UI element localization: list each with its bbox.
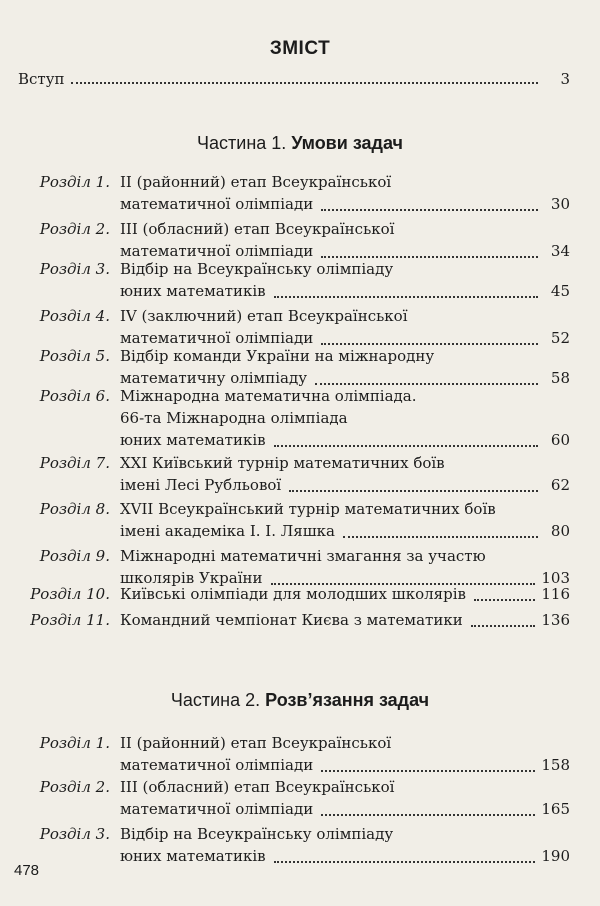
intro-label: Вступ (18, 70, 65, 88)
dot-leader (471, 624, 536, 627)
section-label: Розділ 8. (39, 500, 110, 518)
entry-page-number: 45 (550, 282, 570, 300)
section-label: Розділ 3. (39, 825, 110, 843)
dot-leader (71, 81, 538, 84)
entry-page-number: 103 (541, 569, 570, 587)
entry-title (120, 258, 570, 302)
dot-leader (274, 295, 538, 298)
entry-title-line: XVII Всеукраїнський турнір математичних боїв (120, 500, 496, 518)
entry-page-number: 30 (550, 195, 570, 213)
entry-title (120, 732, 570, 776)
part1-title: Умови задач (291, 133, 403, 153)
entry-title (120, 498, 570, 542)
entry-title-line: Відбір на Всеукраїнську олімпіаду (120, 825, 394, 843)
entry-title-line: ІІІ (обласний) етап Всеукраїнської (120, 220, 395, 238)
section-label: Розділ 6. (39, 387, 110, 405)
entry-page-number: 62 (550, 476, 570, 494)
section-label: Розділ 11. (30, 611, 110, 629)
entry-title-line: математичної олімпіади (120, 195, 314, 213)
entry-page-number: 165 (541, 800, 570, 818)
entry-title-line: імені академіка І. І. Ляшка (120, 522, 335, 540)
page-title: ЗМІСТ (269, 38, 331, 59)
entry-page-number: 136 (541, 611, 570, 629)
entry-title-line: юних математиків (120, 431, 266, 449)
section-label: Розділ 1. (39, 173, 110, 191)
dot-leader (474, 598, 535, 601)
part2-heading (0, 690, 600, 711)
entry-title-line: математичної олімпіади (120, 329, 314, 347)
entry-page-number: 34 (550, 242, 570, 260)
part2-title: Розв’язання задач (265, 690, 430, 710)
part2-prefix: Частина 2. (170, 690, 261, 710)
entry-title-line: 66-та Міжнародна олімпіада (120, 409, 348, 427)
entry-page-number: 190 (541, 847, 570, 865)
entry-page-number: 116 (541, 585, 570, 603)
section-label: Розділ 7. (39, 454, 110, 472)
entry-title-line: Міжнародна математична олімпіада. (120, 387, 417, 405)
part1-heading (0, 133, 600, 154)
dot-leader (321, 208, 538, 211)
entry-title-line: XXI Київський турнір математичних боїв (120, 454, 445, 472)
toc-intro-entry (18, 70, 570, 88)
entry-title (120, 609, 570, 631)
intro-page: 3 (560, 70, 570, 88)
section-label: Розділ 5. (39, 347, 110, 365)
dot-leader (274, 860, 536, 863)
entry-title-line: ІІІ (обласний) етап Всеукраїнської (120, 778, 395, 796)
entry-title-line: ІІ (районний) етап Всеукраїнської (120, 734, 392, 752)
entry-page-number: 58 (550, 369, 570, 387)
dot-leader (321, 813, 535, 816)
entry-title (120, 776, 570, 820)
entry-title (120, 385, 570, 451)
entry-title-line: Міжнародні математичні змагання за участю (120, 547, 486, 565)
dot-leader (321, 769, 535, 772)
entry-page-number: 52 (550, 329, 570, 347)
entry-title-line: імені Лесі Рубльової (120, 476, 282, 494)
entry-page-number: 60 (550, 431, 570, 449)
entry-title (120, 452, 570, 496)
entry-title-line: Відбір на Всеукраїнську олімпіаду (120, 260, 394, 278)
entry-title-line: школярів України (120, 569, 263, 587)
entry-title-line: Командний чемпіонат Києва з математики (120, 611, 463, 629)
section-label: Розділ 1. (39, 734, 110, 752)
section-label: Розділ 10. (30, 585, 110, 603)
entry-title-line: математичної олімпіади (120, 756, 314, 774)
entry-title (120, 823, 570, 867)
dot-leader (343, 535, 538, 538)
entry-page-number: 158 (541, 756, 570, 774)
entry-title-line: ІІ (районний) етап Всеукраїнської (120, 173, 392, 191)
entry-title (120, 583, 570, 605)
entry-title-line: юних математиків (120, 282, 266, 300)
entry-title-line: Київські олімпіади для молодших школярів (120, 585, 466, 603)
section-label: Розділ 3. (39, 260, 110, 278)
entry-title-line: IV (заключний) етап Всеукраїнської (120, 307, 408, 325)
entry-title (120, 171, 570, 215)
entry-title-line: математичну олімпіаду (120, 369, 308, 387)
page-number: 478 (14, 862, 40, 879)
section-label: Розділ 2. (39, 220, 110, 238)
entry-title-line: юних математиків (120, 847, 266, 865)
section-label: Розділ 2. (39, 778, 110, 796)
entry-title-line: математичної олімпіади (120, 800, 314, 818)
entry-page-number: 80 (550, 522, 570, 540)
entry-title (120, 305, 570, 349)
entry-title-line: Відбір команди України на міжнародну (120, 347, 435, 365)
part1-prefix: Частина 1. (197, 133, 287, 153)
entry-title (120, 218, 570, 262)
entry-title-line: математичної олімпіади (120, 242, 314, 260)
entry-title (120, 345, 570, 389)
section-label: Розділ 4. (39, 307, 110, 325)
dot-leader (274, 444, 538, 447)
section-label: Розділ 9. (39, 547, 110, 565)
dot-leader (289, 489, 538, 492)
